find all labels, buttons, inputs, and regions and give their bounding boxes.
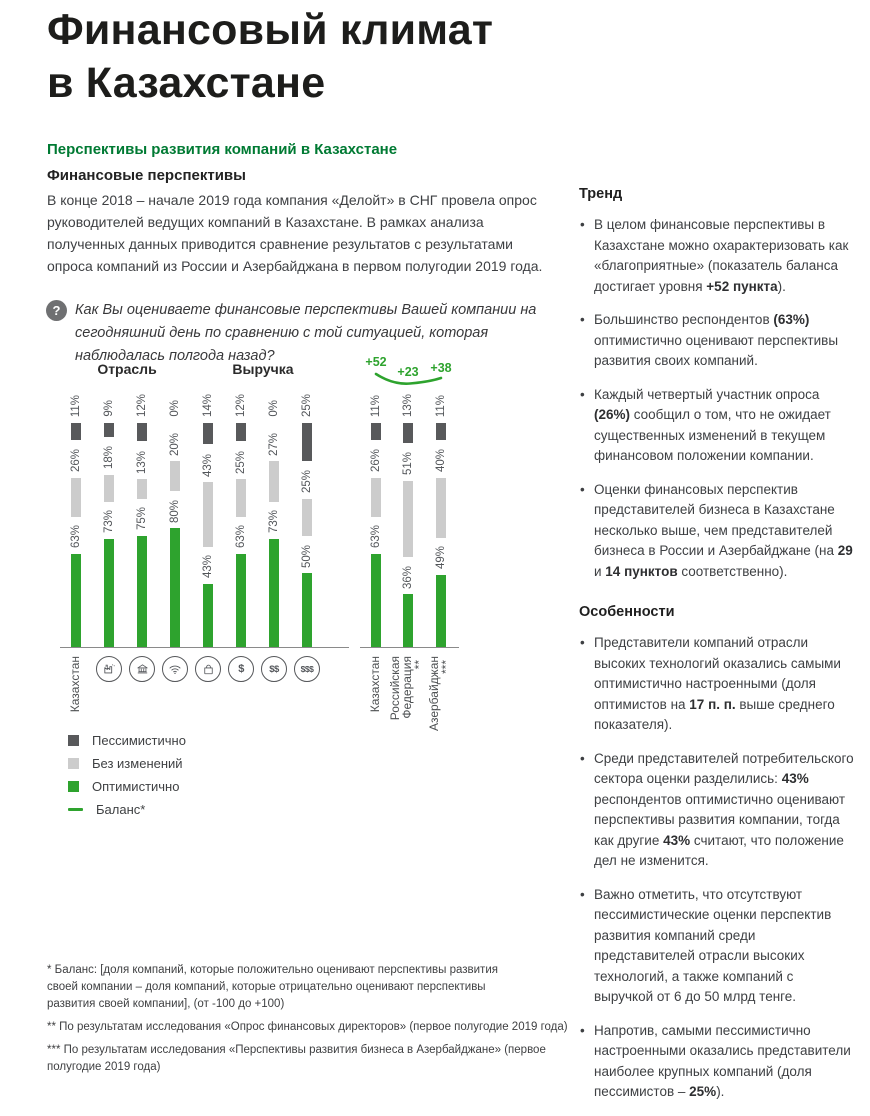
chart-group-header: Выручка (232, 361, 294, 377)
bar-value-pessimistic: 11% (70, 394, 82, 417)
bar-segment-pessimistic (71, 423, 81, 440)
bar-value-no-change: 40% (435, 449, 447, 473)
bar-value-no-change: 13% (136, 450, 148, 474)
axis-label: Азербайджан (427, 656, 441, 732)
bar-value-pessimistic: 14% (202, 393, 214, 417)
bar-segment-no-change (203, 482, 213, 547)
bar-segment-optimistic (104, 539, 114, 649)
bar-value-optimistic: 63% (70, 525, 82, 549)
bar-value-no-change: 20% (169, 432, 181, 456)
bar-value-optimistic: 50% (301, 544, 313, 568)
axis-label: Федерация (400, 656, 414, 719)
bar-value-pessimistic: 0% (268, 400, 280, 417)
bar-value-optimistic: 63% (235, 525, 247, 549)
bar-value-no-change: 26% (370, 449, 382, 473)
footnote-balance: * Баланс: [доля компаний, которые положительно оценивают перспективы развития своей компании – доля компаний, которые отрицательно оценивают перспективы развития своей компании], (от -100 до +100) (47, 964, 498, 1010)
bar-segment-no-change (302, 499, 312, 537)
bar-segment-pessimistic (371, 423, 381, 440)
chart-group-header: Отрасль (97, 361, 157, 377)
bar-segment-pessimistic (203, 423, 213, 444)
bar-segment-pessimistic (236, 423, 246, 441)
page-title (47, 4, 493, 110)
bullet-item: • В целом финансовые перспективы в Казахстане можно охарактеризовать как «благоприятные» (показатель баланса достигает уровня +52 пункта). (579, 215, 855, 297)
sidebar (579, 186, 855, 1116)
survey-question-text: Как Вы оцениваете финансовые перспективы Вашей компании на сегодняшний день по сравнению с той ситуацией, которая наблюдалась полгода назад? (75, 302, 537, 364)
trend-heading: Тренд (579, 186, 623, 202)
legend-label: Без изменений (92, 756, 183, 771)
chart-baseline (360, 647, 459, 648)
bar-value-optimistic: 49% (435, 546, 447, 570)
bar-value-optimistic: 80% (169, 499, 181, 523)
legend-item-balance (68, 803, 186, 816)
bar-value-no-change: 18% (103, 446, 115, 470)
axis-label: Казахстан (368, 656, 382, 713)
chart-plot-area (47, 393, 527, 648)
bar-segment-optimistic (170, 528, 180, 648)
chart-baseline (60, 647, 349, 648)
bar-segment-no-change (104, 475, 114, 502)
pessimistic-swatch (68, 735, 79, 746)
bar-value-pessimistic: 12% (136, 393, 148, 417)
bullet-item: • Оценки финансовых перспектив представителей бизнеса в Казахстане несколько выше, чем представителей бизнеса в России и Азербайджане (на 29 и 14 пунктов соответственно). (579, 480, 855, 583)
balance-value: +23 (397, 365, 419, 379)
bar-value-no-change: 26% (70, 449, 82, 473)
subsection-heading: Финансовые перспективы (47, 167, 246, 184)
factory-icon (96, 656, 122, 682)
bar-value-pessimistic: 13% (402, 393, 414, 417)
axis-label: ** (412, 660, 426, 670)
balance-line-swatch (68, 808, 83, 811)
optimistic-swatch (68, 781, 79, 792)
bar-segment-no-change (236, 479, 246, 517)
bar-value-optimistic: 75% (136, 507, 148, 531)
footnote-azerbaijan-survey: *** По результатам исследования «Перспективы развития бизнеса в Азербайджане» (первое полугодие 2019 года) (47, 1044, 546, 1073)
bar-value-no-change: 51% (402, 452, 414, 476)
bar-value-pessimistic: 11% (435, 394, 447, 417)
bar-segment-no-change (403, 481, 413, 558)
legend-item-pessimistic (68, 734, 186, 747)
balance-value: +38 (430, 361, 452, 375)
bar-segment-pessimistic (137, 423, 147, 441)
dollar-icon: $ (228, 656, 254, 682)
stacked-bar-chart (47, 350, 527, 835)
legend-label: Пессимистично (92, 733, 186, 748)
bar-segment-no-change (71, 478, 81, 517)
bar-segment-optimistic (436, 575, 446, 649)
features-heading: Особенности (579, 604, 675, 620)
bar-value-optimistic: 73% (103, 510, 115, 534)
section-heading: Перспективы развития компаний в Казахстане (47, 141, 398, 158)
bar-value-no-change: 25% (235, 450, 247, 474)
bar-segment-no-change (269, 461, 279, 502)
question-mark-icon: ? (46, 300, 67, 321)
bullet-item: • Представители компаний отрасли высоких технологий оказались самыми оптимистично настроенными (доля оптимистов на 17 п. п. выше среднего показателя). (579, 633, 855, 736)
bank-icon (129, 656, 155, 682)
bar-segment-optimistic (302, 573, 312, 648)
bar-value-optimistic: 43% (202, 555, 214, 579)
bullet-item: • Среди представителей потребительского сектора оценки разделились: 43% респондентов оптимистично оценивают перспективы развития компании, тогда как другие 43% считают, что положение дел не изменится. (579, 749, 855, 872)
bar-segment-pessimistic (302, 423, 312, 461)
bar-segment-optimistic (269, 539, 279, 649)
bar-value-pessimistic: 11% (370, 394, 382, 417)
bar-segment-optimistic (371, 554, 381, 649)
bar-segment-optimistic (403, 594, 413, 648)
chart-legend (68, 734, 186, 826)
legend-label: Баланс* (96, 802, 146, 817)
footnote-cfo-survey: ** По результатам исследования «Опрос финансовых директоров» (первое полугодие 2019 года) (47, 1021, 568, 1033)
dollar2-icon: $$ (261, 656, 287, 682)
legend-item-optimistic (68, 780, 186, 793)
legend-label: Оптимистично (92, 779, 180, 794)
bar-segment-pessimistic (436, 423, 446, 440)
bar-segment-pessimistic (403, 423, 413, 443)
bar-value-no-change: 27% (268, 432, 280, 456)
no-change-swatch (68, 758, 79, 769)
axis-label: Казахстан (68, 656, 82, 713)
bullet-item: • Каждый четвертый участник опроса (26%) сообщил о том, что не ожидает существенных изменений в текущем финансовом положении компании. (579, 385, 855, 467)
bar-value-pessimistic: 0% (169, 400, 181, 417)
bar-value-optimistic: 36% (402, 565, 414, 589)
balance-value: +52 (365, 355, 387, 369)
bullet-item: • Большинство респондентов (63%) оптимистично оценивают перспективы развития своих компаний. (579, 310, 855, 372)
bar-segment-optimistic (137, 536, 147, 649)
axis-label: *** (439, 660, 453, 675)
bar-value-pessimistic: 9% (103, 400, 115, 417)
bar-segment-pessimistic (104, 423, 114, 437)
footnotes (47, 962, 577, 1082)
page-title-line1: Финансовый климат (47, 6, 494, 54)
bar-segment-no-change (436, 478, 446, 538)
bar-value-no-change: 25% (301, 470, 313, 494)
bar-segment-optimistic (71, 554, 81, 649)
axis-label: Российская (388, 656, 402, 721)
features-list (579, 633, 855, 1103)
bar-segment-optimistic (236, 554, 246, 649)
bar-value-pessimistic: 12% (235, 393, 247, 417)
bar-value-pessimistic: 25% (301, 393, 313, 417)
wifi-icon (162, 656, 188, 682)
bar-value-optimistic: 73% (268, 510, 280, 534)
trend-list (579, 215, 855, 582)
bullet-item: • Важно отметить, что отсутствуют пессимистические оценки перспектив развития компаний среди представителей отрасли высоких технологий, а также компаний с выручкой от 6 до 50 млрд тенге. (579, 885, 855, 1008)
page-title-line2: в Казахстане (47, 59, 326, 107)
bar-value-no-change: 43% (202, 453, 214, 477)
bar-segment-no-change (371, 478, 381, 517)
bar-segment-no-change (170, 461, 180, 491)
bar-segment-no-change (137, 479, 147, 499)
bar-segment-optimistic (203, 584, 213, 649)
intro-paragraph: В конце 2018 – начале 2019 года компания «Делойт» в СНГ провела опрос руководителей ведущих компаний в Казахстане. В рамках анализа полученных данных приводится сравнение результатов с результатами опроса компаний из России и Азербайджана в первом полугодии 2019 года. (47, 192, 543, 274)
bar-value-optimistic: 63% (370, 525, 382, 549)
dollar3-icon: $$$ (294, 656, 320, 682)
bullet-item: • Напротив, самыми пессимистично настроенными оказались представители наиболее крупных компаний (доля пессимистов – 25%). (579, 1021, 855, 1103)
legend-item-no-change (68, 757, 186, 770)
bag-icon (195, 656, 221, 682)
